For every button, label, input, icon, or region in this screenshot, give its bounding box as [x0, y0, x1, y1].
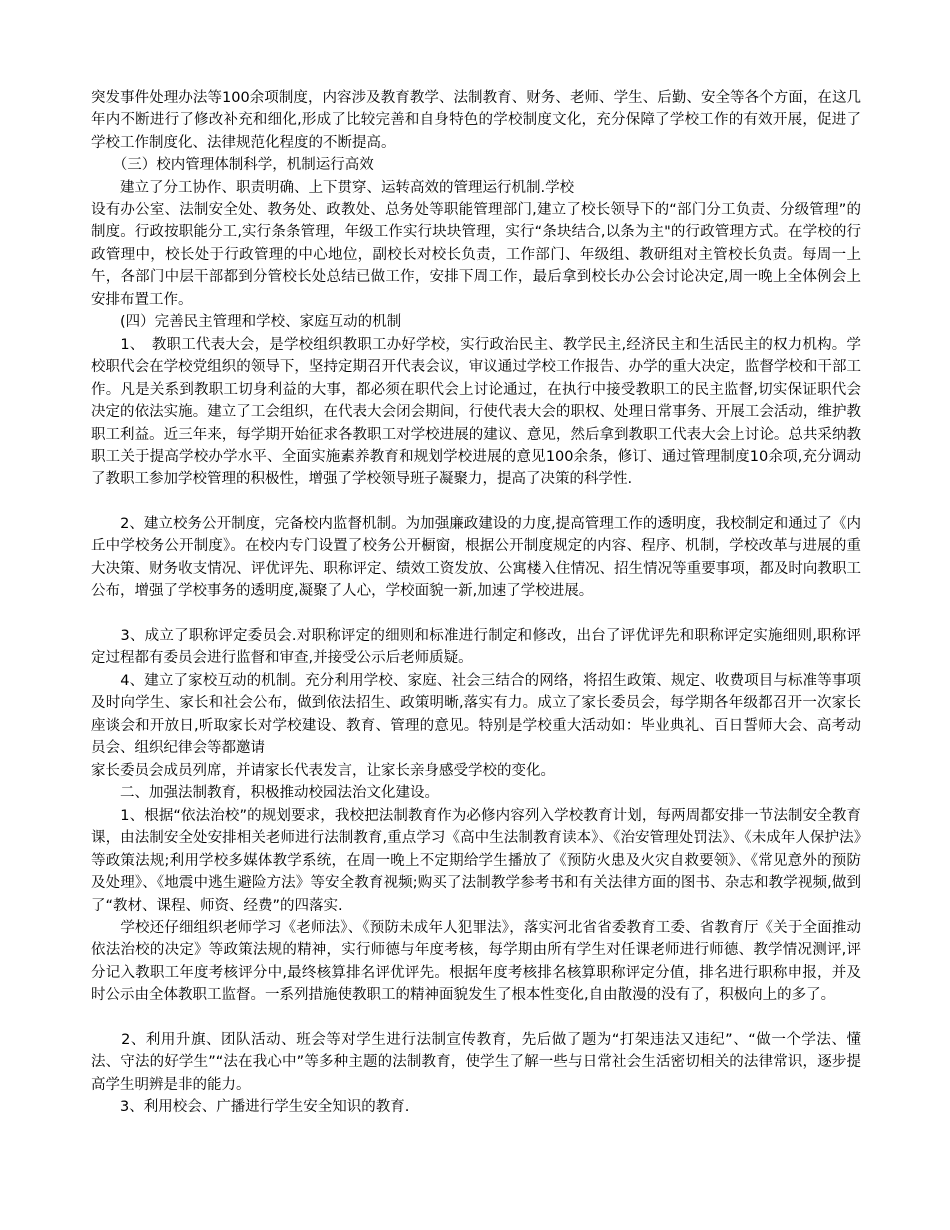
paragraph-administrative-structure: 设有办公室、法制安全处、教务处、政教处、总务处等职能管理部门,建立了校长领导下的“部门分工负责、分级管理”的制度。行政按职能分工,实行条条管理，年级工作实行块块管理，实行“条块结合,以条为主"的行政管理方式。在学校的行政管理中，校长处于行政管理的中心地位，副校长对校长负责，工作部门、年级组、教研组对主管校长负责。每周一上午，各部门中层干部都到分管校长处总结已做工作，安排下周工作，最后拿到校长办公会讨论决定,周一晚上全体例会上安排布置工作。 — [91, 202, 861, 308]
paragraph-parent-committee: 家长委员会成员列席，并请家长代表发言，让家长亲身感受学校的变化。 — [91, 763, 555, 779]
heading-section-three: （三）校内管理体制科学，机制运行高效 — [91, 157, 374, 173]
paragraph-affairs-disclosure: 2、建立校务公开制度，完备校内监督机制。为加强廉政建设的力度,提高管理工作的透明度，我校制定和通过了《内丘中学校务公开制度》。在校内专门设置了校务公开橱窗，根据公开制度规定的内容、程序、机制，学校改革与进展的重大决策、财务收支情况、评优评先、职称评定、绩效工资发放、公寓楼入住情况、招生情况等重要事项，都及时向教职工公布，增强了学校事务的透明度,凝聚了人心，学校面貌一新,加速了学校进展。 — [91, 516, 861, 600]
paragraph-management-mechanism: 建立了分工协作、职责明确、上下贯穿、运转高效的管理运行机制.学校 — [91, 180, 575, 196]
heading-section-four: (四）完善民主管理和学校、家庭互动的机制 — [91, 314, 402, 330]
paragraph-teacher-study: 学校还仔细组织老师学习《老师法》、《预防未成年人犯罪法》，落实河北省省委教育工委、省教育厅《关于全面推动依法治校的决定》等政策法规的精神，实行师德与年度考核，每学期由所有学生对任课老师进行师德、教学情况测评,评分记入教职工年度考核评分中,最终核算排名评优评先。根据年度考核排名核算职称评定分值，排名进行职称申报，并及时公示由全体教职工监督。一系列措施使教职工的精神面貌发生了根本性变化,自由散漫的没有了，积极向上的多了。 — [91, 920, 861, 1004]
paragraph-staff-congress: 1、 教职工代表大会，是学校组织教职工办好学校，实行政治民主、教学民主,经济民主和生活民主的权力机构。学校职代会在学校党组织的领导下，坚持定期召开代表会议，审议通过学校工作报告、办学的重大决定，监督学校和干部工作。凡是关系到教职工切身利益的大事，都必须在职代会上讨论通过，在执行中接受教职工的民主监督,切实保证职代会决定的依法实施。建立了工会组织，在代表大会闭会期间，行使代表大会的职权、处理日常事务、开展工会活动，维护教职工利益。近三年来，每学期开始征求各教职工对学校进展的建议、意见，然后拿到教职工代表大会上讨论。总共采纳教职工关于提高学校办学水平、全面实施素养教育和规划学校进展的意见100余条，修订、通过管理制度10余项,充分调动了教职工参加学校管理的积极性，增强了学校领导班子凝聚力，提高了决策的科学性. — [91, 337, 861, 488]
paragraph-safety-education: 3、利用校会、广播进行学生安全知识的教育. — [91, 1099, 410, 1115]
paragraph-rules-culture: 突发事件处理办法等100余项制度，内容涉及教育教学、法制教育、财务、老师、学生、后勤、安全等各个方面，在这几年内不断进行了修改补充和细化,形成了比较完善和自身特色的学校制度文化，充分保障了学校工作的有效开展，促进了学校工作制度化、法律规范化程度的不断提高。 — [91, 90, 861, 151]
paragraph-publicity-activities: 2、利用升旗、团队活动、班会等对学生进行法制宣传教育，先后做了题为“打架违法又违纪”、“做一个学法、懂法、守法的好学生”“法在我心中”等多种主题的法制教育，使学生了解一些与日常社会生活密切相关的法律常识，逐步提高学生明辨是非的能力。 — [91, 1032, 861, 1093]
paragraph-title-committee: 3、成立了职称评定委员会.对职称评定的细则和标准进行制定和修改，出台了评优评先和职称评定实施细则,职称评定过程都有委员会进行监督和审查,并接受公示后老师质疑。 — [91, 628, 861, 667]
heading-legal-education: 二、加强法制教育，积极推动校园法治文化建设。 — [91, 785, 439, 801]
paragraph-rule-of-law-plan: 1、根据“依法治校”的规划要求，我校把法制教育作为必修内容列入学校教育计划，每两周都安排一节法制安全教育课，由法制安全处安排相关老师进行法制教育,重点学习《高中生法制教育读本》、《治安管理处罚法》、《未成年人保护法》等政策法规;利用学校多媒体教学系统，在周一晚上不定期给学生播放了《预防火患及火灾自救要领》、《常见意外的预防及处理》、《地震中逃生避险方法》等安全教育视频;购买了法制教学参考书和有关法律方面的图书、杂志和教学视频,做到了“教材、课程、师资、经费”的四落实. — [91, 808, 861, 914]
paragraph-home-school: 4、建立了家校互动的机制。充分利用学校、家庭、社会三结合的网络，将招生政策、规定、收费项目与标准等事项及时向学生、家长和社会公布，做到依法招生、政策明晰,落实有力。成立了家长委员会，每学期各年级都召开一次家长座谈会和开放日,听取家长对学校建设、教育、管理的意见。特别是学校重大活动如：毕业典礼、百日誓师大会、高考动员会、组织纪律会等都邀请 — [91, 673, 861, 757]
